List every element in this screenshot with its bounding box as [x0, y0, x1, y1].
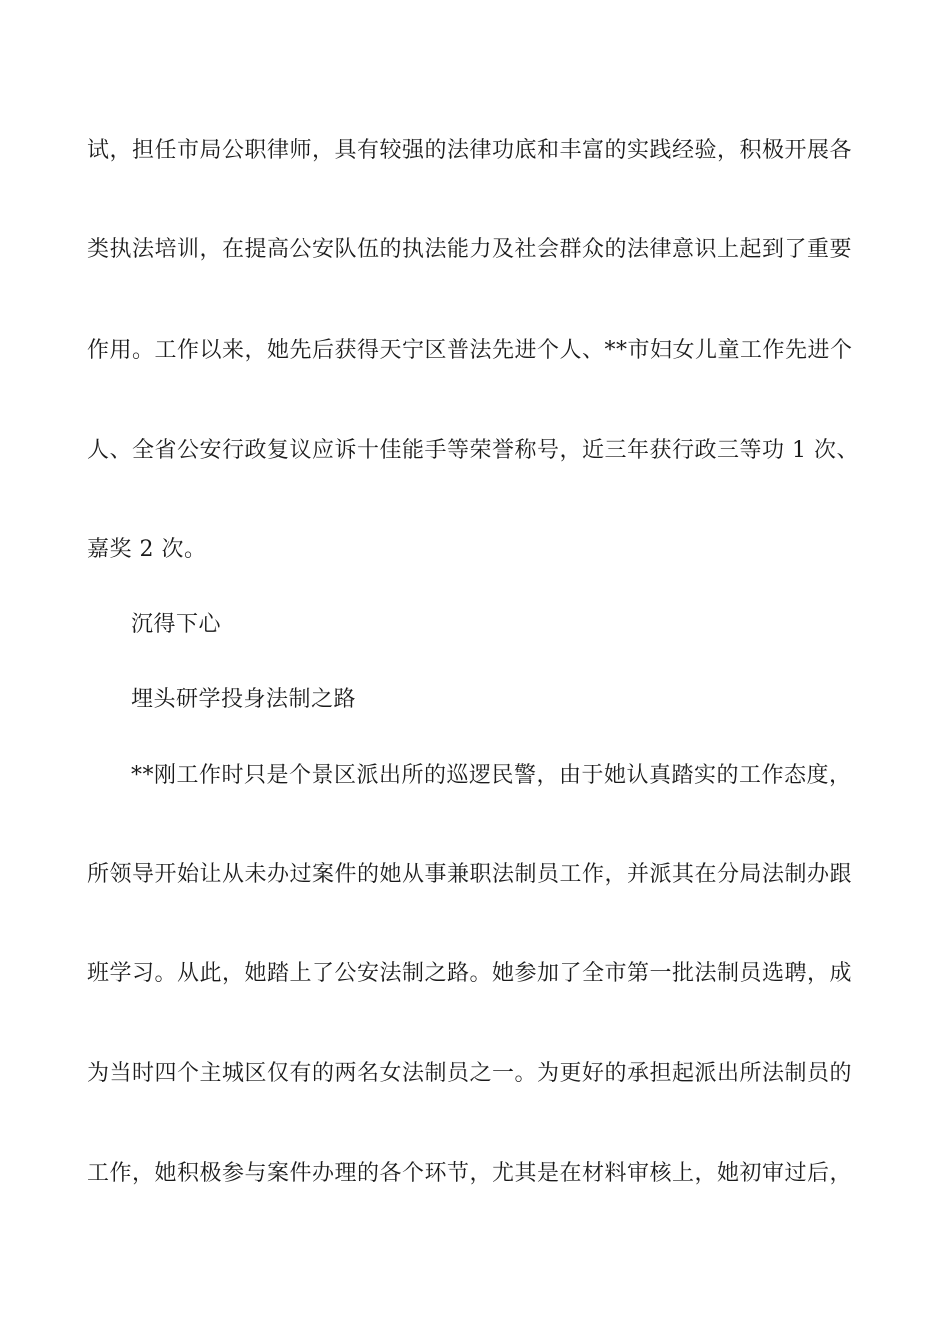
paragraph-line: 人、全省公安行政复议应诉十佳能手等荣誉称号，近三年获行政三等功 1 次、	[87, 438, 859, 463]
paragraph-line: 试，担任市局公职律师，具有较强的法律功底和丰富的实践经验，积极开展各	[87, 138, 853, 163]
section-heading: 沉得下心	[131, 612, 222, 637]
paragraph-line: 作用。工作以来，她先后获得天宁区普法先进个人、**市妇女儿童工作先进个	[87, 338, 853, 363]
paragraph-line: 类执法培训，在提高公安队伍的执法能力及社会群众的法律意识上起到了重要	[87, 237, 853, 262]
paragraph-line: 所领导开始让从未办过案件的她从事兼职法制员工作，并派其在分局法制办跟	[87, 862, 853, 887]
paragraph-line: 工作，她积极参与案件办理的各个环节，尤其是在材料审核上，她初审过后，	[87, 1161, 853, 1186]
paragraph-line: **刚工作时只是个景区派出所的巡逻民警，由于她认真踏实的工作态度，	[131, 763, 852, 788]
paragraph-line: 为当时四个主城区仅有的两名女法制员之一。为更好的承担起派出所法制员的	[87, 1061, 853, 1086]
paragraph-line: 嘉奖 2 次。	[87, 537, 207, 562]
section-subheading: 埋头研学投身法制之路	[131, 687, 357, 712]
paragraph-line: 班学习。从此，她踏上了公安法制之路。她参加了全市第一批法制员选聘，成	[87, 961, 853, 986]
